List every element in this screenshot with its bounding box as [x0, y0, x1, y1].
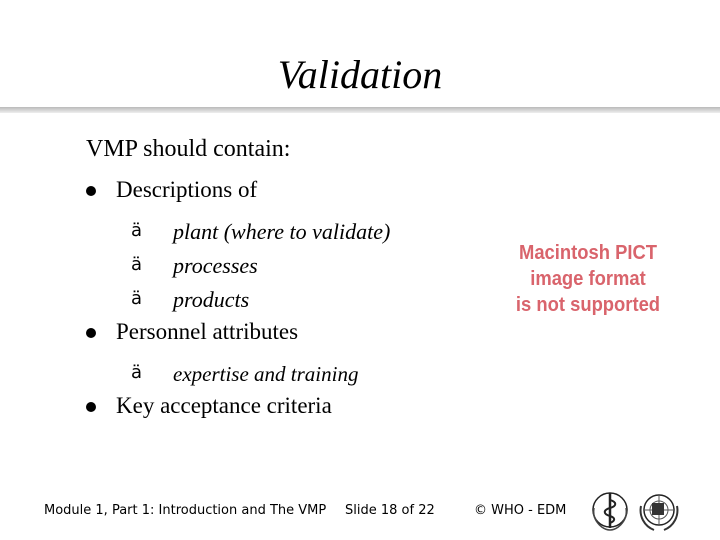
sub-item-products: products: [173, 287, 250, 312]
un-emblem-icon: [636, 488, 682, 539]
slide-title: Validation: [277, 52, 443, 97]
placeholder-line: is not supported: [515, 294, 661, 316]
sub-item-processes: processes: [173, 253, 258, 278]
footer-slide-number: Slide 18 of 22: [345, 503, 435, 518]
sub-bullet-arrow-icon: ä: [131, 220, 143, 241]
footer-module: Module 1, Part 1: Introduction and The VMP: [44, 503, 327, 518]
slide-heading: VMP should contain:: [86, 136, 291, 162]
image-placeholder: [505, 240, 671, 318]
sub-bullet-arrow-icon: ä: [131, 254, 143, 275]
sub-item-plant: plant (where to validate): [173, 219, 391, 244]
sub-bullet-arrow-icon: ä: [131, 362, 143, 383]
sub-item-expertise: expertise and training: [173, 362, 359, 386]
sub-bullet-arrow-icon: ä: [131, 288, 143, 309]
bullet-icon: [86, 328, 96, 338]
bullet-item-acceptance: Key acceptance criteria: [116, 393, 332, 418]
who-emblem-icon: [589, 488, 631, 539]
bullet-icon: [86, 402, 96, 412]
bullet-item-descriptions: Descriptions of: [116, 177, 258, 202]
title-divider: [0, 107, 720, 113]
bullet-item-personnel: Personnel attributes: [116, 319, 299, 344]
placeholder-line: image format: [530, 268, 646, 290]
bullet-icon: [86, 186, 96, 196]
footer-copyright: © WHO - EDM: [474, 503, 567, 518]
placeholder-line: Macintosh PICT: [518, 242, 657, 264]
